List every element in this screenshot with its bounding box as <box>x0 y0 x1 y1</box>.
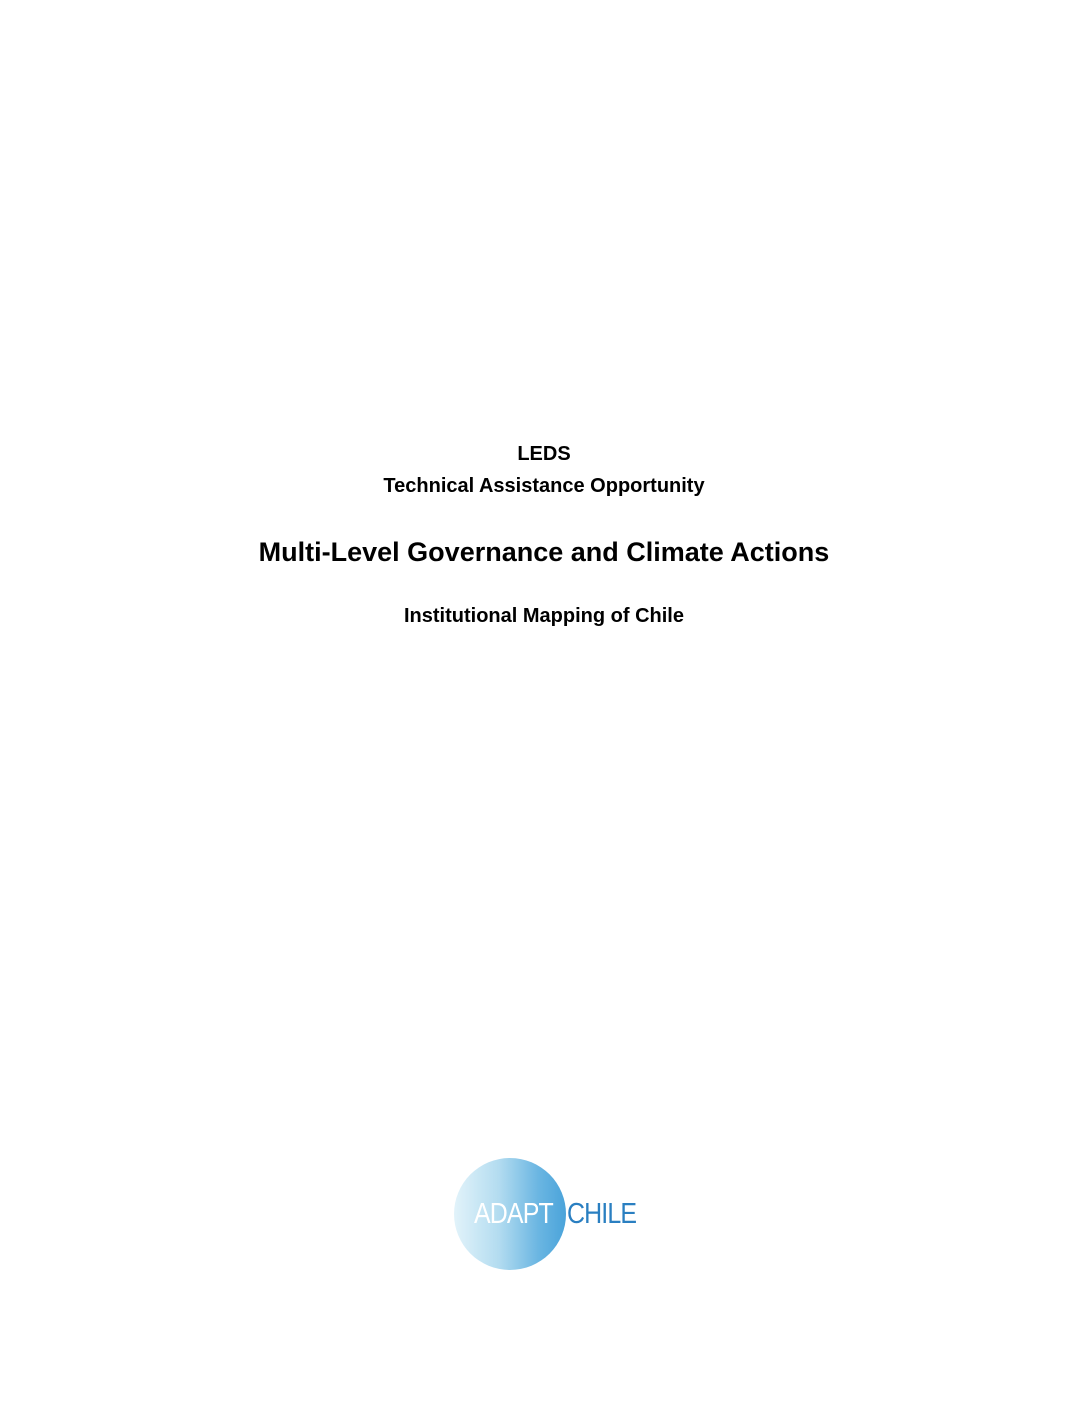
adapt-chile-logo <box>454 1158 654 1272</box>
document-subtitle: Institutional Mapping of Chile <box>404 605 684 627</box>
program-label: LEDS <box>517 443 571 465</box>
logo-word-adapt: ADAPT <box>474 1198 553 1230</box>
logo-word-chile: CHILE <box>567 1198 637 1230</box>
program-subtitle: Technical Assistance Opportunity <box>383 475 705 497</box>
document-title: Multi-Level Governance and Climate Actions <box>258 537 830 567</box>
